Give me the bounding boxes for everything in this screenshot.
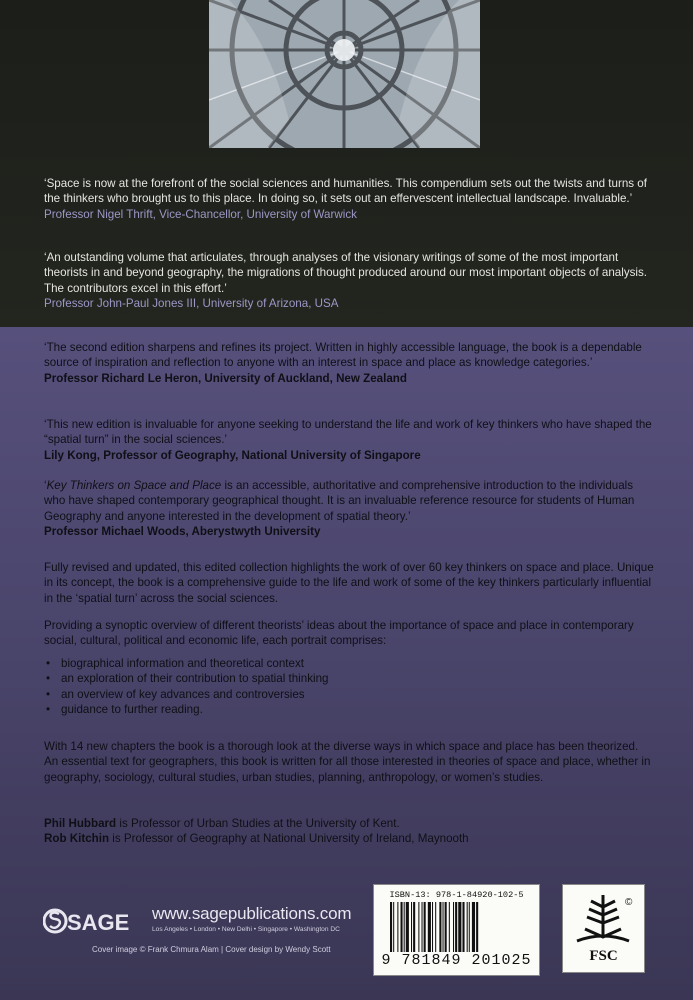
quote-2-attribution: Professor John-Paul Jones III, University of Arizona, USA <box>44 296 339 310</box>
editor-role: is Professor of Urban Studies at the University of Kent. <box>116 817 400 830</box>
quote-1 <box>44 176 654 222</box>
list-item: • an overview of key advances and controversies <box>44 687 644 702</box>
isbn-barcode <box>373 884 540 976</box>
quote-3 <box>44 340 654 386</box>
sage-logo-icon <box>43 904 143 938</box>
quote-2 <box>44 250 654 311</box>
sage-logo-text: SAGE <box>67 910 130 935</box>
quote-1-attribution: Professor Nigel Thrift, Vice-Chancellor, University of Warwick <box>44 207 357 221</box>
publisher-cities: Los Angeles • London • New Delhi • Singapore • Washington DC <box>152 926 340 933</box>
editor-bio-1 <box>44 816 400 832</box>
list-item: • guidance to further reading. <box>44 702 644 717</box>
top-panel <box>0 0 693 327</box>
description-paragraph-1: Fully revised and updated, this edited collection highlights the work of over 60 key thinkers on space and place. Unique in its concept, the book is a comprehensive guide to the life and work of some of the key thinkers particularly influential in the ‘spatial turn’ across the social sciences. <box>44 561 654 605</box>
quote-5-text: is an accessible, authoritative and comprehensive introduction to the individuals who have shaped contemporary geographical thought. It is an invaluable reference resource for students of Human Geography and anyone interested in the development of spatial theory.’ <box>44 479 635 523</box>
fsc-registered-mark: © <box>625 897 633 908</box>
barcode-number: 9 781849 201025 <box>381 952 532 969</box>
quote-4 <box>44 417 654 463</box>
isbn-label: ISBN-13: 978-1-84920-102-5 <box>389 890 524 900</box>
dome-skylight-image <box>209 0 480 148</box>
quote-4-attribution: Lily Kong, Professor of Geography, National University of Singapore <box>44 448 421 462</box>
description-paragraph-2: Providing a synoptic overview of different theorists’ ideas about the importance of space and place in contemporary social, cultural, political and economic life, each portrait comprises: <box>44 619 634 648</box>
editor-name: Rob Kitchin <box>44 832 110 845</box>
publisher-url: www.sagepublications.com <box>152 904 352 923</box>
portrait-contents-list <box>44 656 644 717</box>
quote-5-attribution: Professor Michael Woods, Aberystwyth University <box>44 524 321 538</box>
barcode-bars <box>388 902 528 952</box>
quote-3-text: ‘The second edition sharpens and refines its project. Written in highly accessible language, the book is a dependable source of inspiration and reflection to anyone with an interest in space and place as knowledge categories.’ <box>44 341 642 370</box>
fsc-logo <box>562 884 645 973</box>
book-title: Key Thinkers on Space and Place <box>46 479 222 492</box>
quote-1-text: ‘Space is now at the forefront of the social sciences and humanities. This compendium sets out the twists and turns of the thinkers who brought us to this place. In doing so, it sets out an effervescent intellectual landscape. Invaluable.’ <box>44 177 647 206</box>
fsc-label: FSC <box>589 948 618 964</box>
fsc-tree-icon <box>563 885 644 947</box>
quote-3-attribution: Professor Richard Le Heron, University of Auckland, New Zealand <box>44 371 407 385</box>
list-item: • an exploration of their contribution to spatial thinking <box>44 671 644 686</box>
cover-credit: Cover image © Frank Chmura Alam | Cover design by Wendy Scott <box>92 945 331 954</box>
closing-paragraph: With 14 new chapters the book is a thorough look at the diverse ways in which space and place has been theorized. An essential text for geographers, this book is written for all those interested in theories of space and place, whether in geography, sociology, cultural studies, urban studies, planning, anthropology, or women’s studies. <box>44 740 651 784</box>
editor-name: Phil Hubbard <box>44 817 117 830</box>
list-item: • biographical information and theoretical context <box>44 656 644 671</box>
quote-4-text: ‘This new edition is invaluable for anyone seeking to understand the life and work of key thinkers who have shaped the “spatial turn” in the social sciences.’ <box>44 418 652 447</box>
quote-2-text: ‘An outstanding volume that articulates, through analyses of the visionary writings of some of the most important theorists in and beyond geography, the migrations of thought produced around our most important objects of analysis. The contributors excel in this effort.’ <box>44 251 648 295</box>
editor-role: is Professor of Geography at National University of Ireland, Maynooth <box>109 832 469 845</box>
quote-5-open: ‘ <box>44 479 47 492</box>
editor-bio-2 <box>44 831 469 847</box>
quote-5 <box>44 478 654 539</box>
